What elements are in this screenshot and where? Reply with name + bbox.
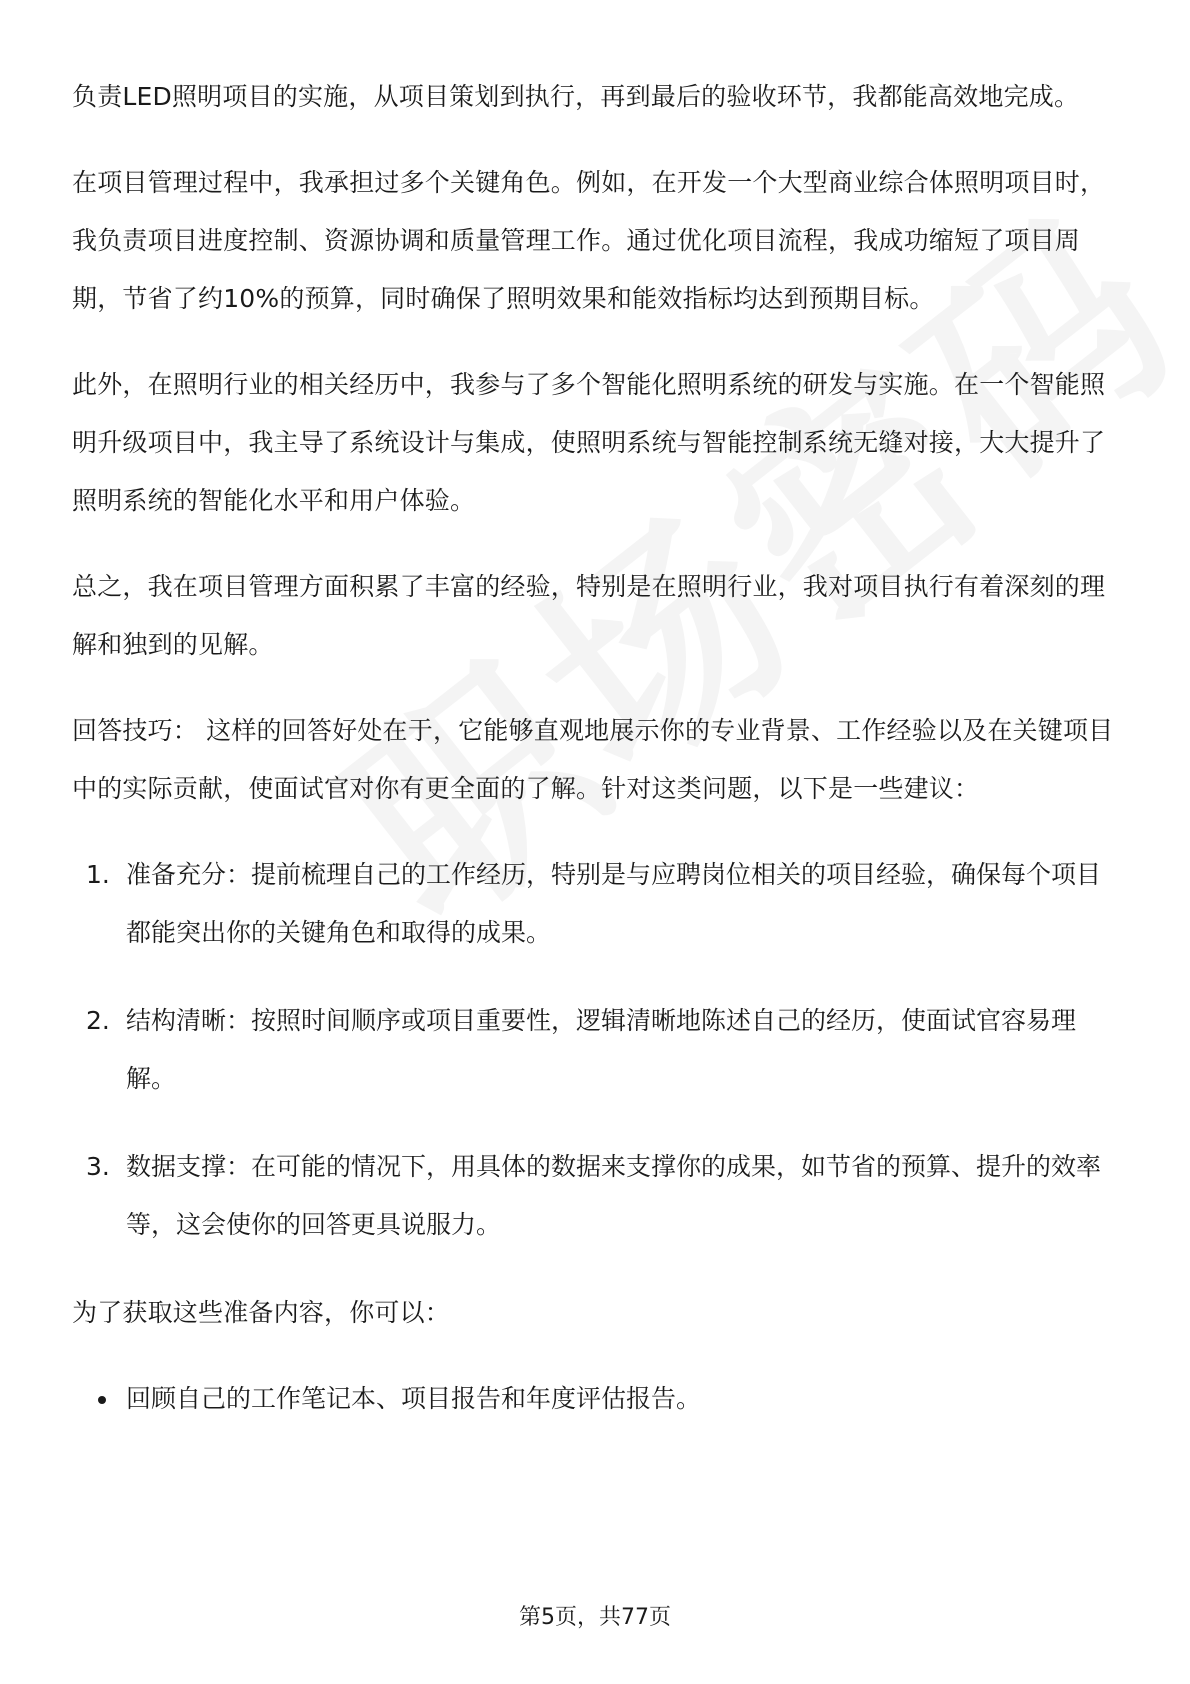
list-item-text: 数据支撑：在可能的情况下，用具体的数据来支撑你的成果，如节省的预算、提升的效率等，这会使你的回答更具说服力。 xyxy=(126,1152,1102,1239)
paragraph-smart-lighting-experience: 此外，在照明行业的相关经历中，我参与了多个智能化照明系统的研发与实施。在一个智能照明升级项目中，我主导了系统设计与集成，使照明系统与智能控制系统无缝对接，大大提升了照明系统的智能化水平和用户体验。 xyxy=(72,370,1106,515)
paragraph-prep-intro: 为了获取这些准备内容，你可以： xyxy=(72,1298,451,1327)
bullet-icon xyxy=(98,1396,106,1404)
list-item-text: 结构清晰：按照时间顺序或项目重要性，逻辑清晰地陈述自己的经历，使面试官容易理解。 xyxy=(126,1006,1077,1093)
list-number: 1. xyxy=(86,860,110,889)
paragraph-project-implementation: 负责LED照明项目的实施，从项目策划到执行，再到最后的验收环节，我都能高效地完成。 xyxy=(72,82,1080,111)
list-item xyxy=(72,846,1122,962)
prep-bullet-list xyxy=(72,1370,1122,1428)
page-number-footer: 第5页，共77页 xyxy=(519,1605,671,1630)
list-item-text: 准备充分：提前梳理自己的工作经历，特别是与应聘岗位相关的项目经验，确保每个项目都能突出你的关键角色和取得的成果。 xyxy=(126,860,1102,947)
list-item-text: 回顾自己的工作笔记本、项目报告和年度评估报告。 xyxy=(126,1384,702,1413)
page-content xyxy=(72,68,1122,1428)
suggestion-list xyxy=(72,846,1122,1254)
paragraph-project-management-roles: 在项目管理过程中，我承担过多个关键角色。例如，在开发一个大型商业综合体照明项目时，我负责项目进度控制、资源协调和质量管理工作。通过优化项目流程，我成功缩短了项目周期，节省了约10%的预算，同时确保了照明效果和能效指标均达到预期目标。 xyxy=(72,168,1106,313)
list-number: 2. xyxy=(86,1006,110,1035)
paragraph-summary: 总之，我在项目管理方面积累了丰富的经验，特别是在照明行业，我对项目执行有着深刻的理解和独到的见解。 xyxy=(72,572,1106,659)
list-number: 3. xyxy=(86,1152,110,1181)
list-item xyxy=(72,992,1122,1108)
paragraph-answer-tips: 回答技巧： 这样的回答好处在于，它能够直观地展示你的专业背景、工作经验以及在关键项目中的实际贡献，使面试官对你有更全面的了解。针对这类问题，以下是一些建议： xyxy=(72,716,1114,803)
list-item xyxy=(72,1138,1122,1254)
list-item xyxy=(72,1370,1122,1428)
